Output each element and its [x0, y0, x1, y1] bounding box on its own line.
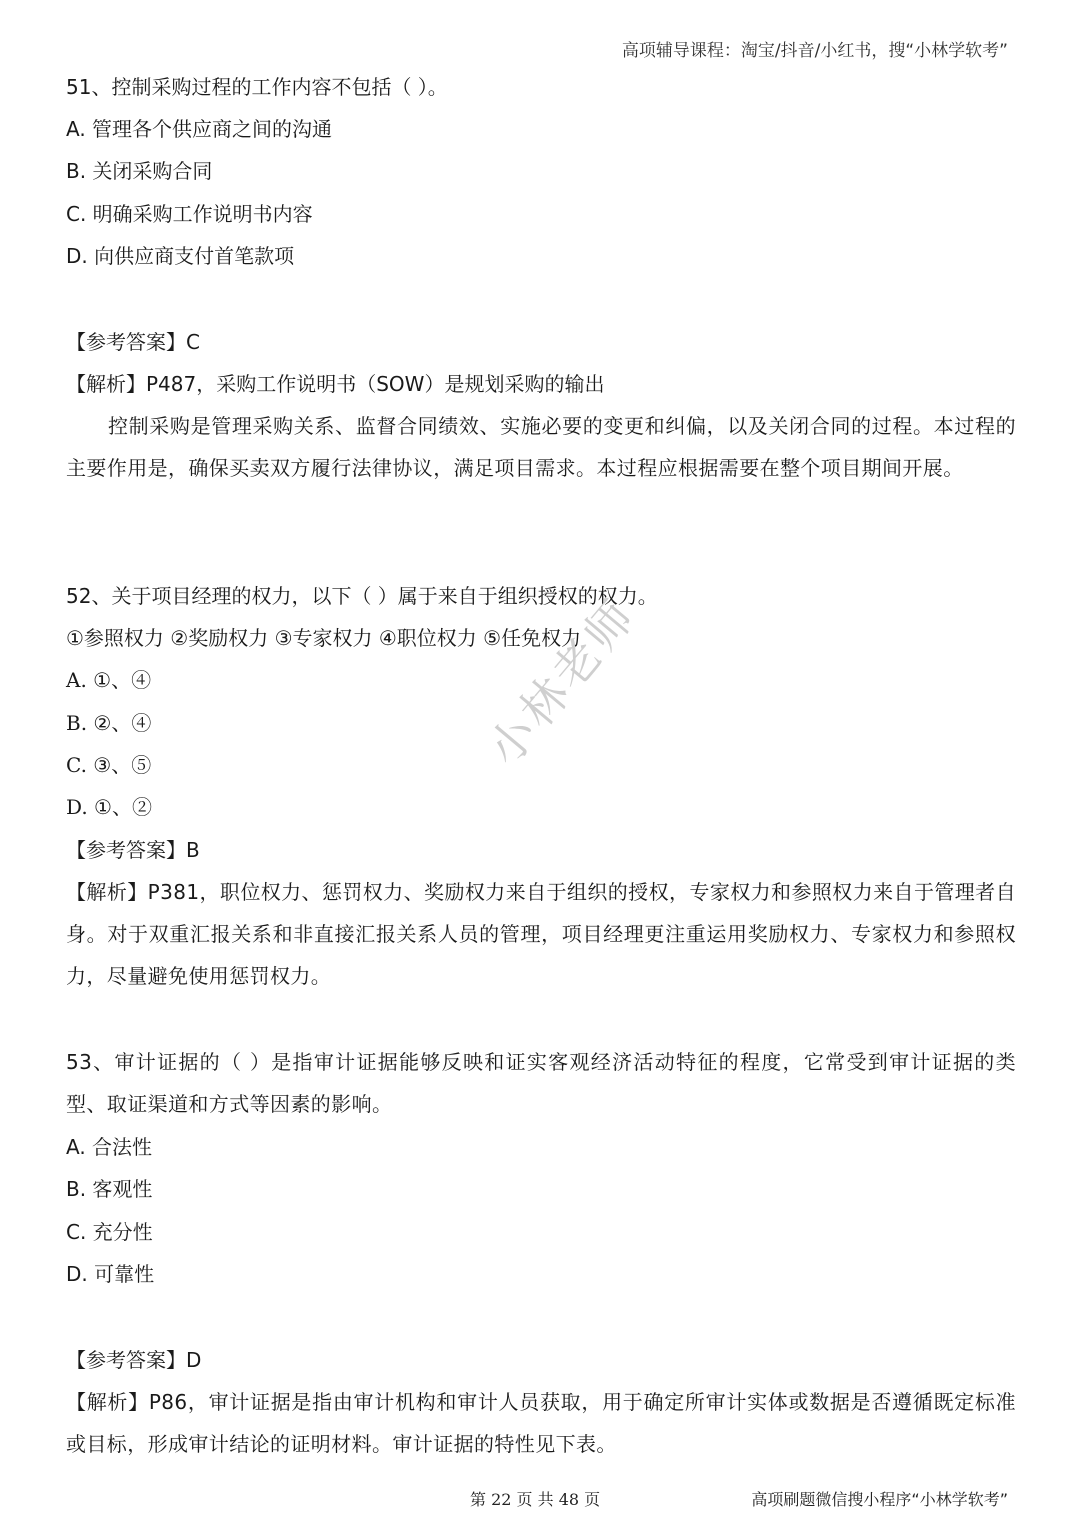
question-52-analysis: 【解析】P381，职位权力、惩罚权力、奖励权力来自于组织的授权，专家权力和参照权力来自于管理者自身。对于双重汇报关系和非直接汇报关系人员的管理，项目经理更注重运用奖励权力、专家权力和参照权力，尽量避免使用惩罚权力。 — [66, 880, 1016, 988]
question-52-text: 52、关于项目经理的权力，以下（ ）属于来自于组织授权的权力。 — [66, 584, 658, 608]
question-52-items: ①参照权力 ②奖励权力 ③专家权力 ④职位权力 ⑤任免权力 — [66, 626, 582, 650]
question-51-option-d: D. 向供应商支付首笔款项 — [66, 244, 295, 268]
question-53-option-d: D. 可靠性 — [66, 1262, 155, 1286]
question-52-answer: 【参考答案】B — [66, 838, 200, 862]
question-51-text: 51、控制采购过程的工作内容不包括（ ）。 — [66, 75, 448, 99]
question-53-option-c: C. 充分性 — [66, 1220, 153, 1244]
question-51-answer: 【参考答案】C — [66, 330, 200, 354]
page-header: 高项辅导课程：淘宝/抖音/小红书，搜“小林学软考” — [621, 41, 1008, 61]
footer-note: 高项刷题微信搜小程序“小林学软考” — [751, 1490, 1008, 1509]
question-52-option-a: A. ①、④ — [66, 668, 152, 692]
question-51-analysis-title: 【解析】P487，采购工作说明书（SOW）是规划采购的输出 — [66, 372, 605, 396]
question-53-option-a: A. 合法性 — [66, 1135, 153, 1159]
question-53-text: 53、审计证据的（ ）是指审计证据能够反映和证实客观经济活动特征的程度，它常受到审计证据的类型、取证渠道和方式等因素的影响。 — [66, 1050, 1016, 1116]
question-52-option-b: B. ②、④ — [66, 711, 152, 735]
question-52-option-d: D. ①、② — [66, 795, 152, 819]
question-53-analysis: 【解析】P86，审计证据是指由审计机构和审计人员获取，用于确定所审计实体或数据是否遵循既定标准或目标，形成审计结论的证明材料。审计证据的特性见下表。 — [66, 1390, 1016, 1456]
question-51-option-b: B. 关闭采购合同 — [66, 159, 213, 183]
page-number: 第 22 页 共 48 页 — [470, 1490, 601, 1509]
question-53-option-b: B. 客观性 — [66, 1177, 153, 1201]
question-53-answer: 【参考答案】D — [66, 1348, 202, 1372]
question-51-analysis-body: 控制采购是管理采购关系、监督合同绩效、实施必要的变更和纠偏，以及关闭合同的过程。本过程的主要作用是，确保买卖双方履行法律协议，满足项目需求。本过程应根据需要在整个项目期间开展。 — [66, 414, 1016, 480]
question-51-option-a: A. 管理各个供应商之间的沟通 — [66, 117, 333, 141]
question-52-option-c: C. ③、⑤ — [66, 753, 152, 777]
question-51-option-c: C. 明确采购工作说明书内容 — [66, 202, 313, 226]
watermark-text: 小林老师 — [476, 587, 647, 776]
